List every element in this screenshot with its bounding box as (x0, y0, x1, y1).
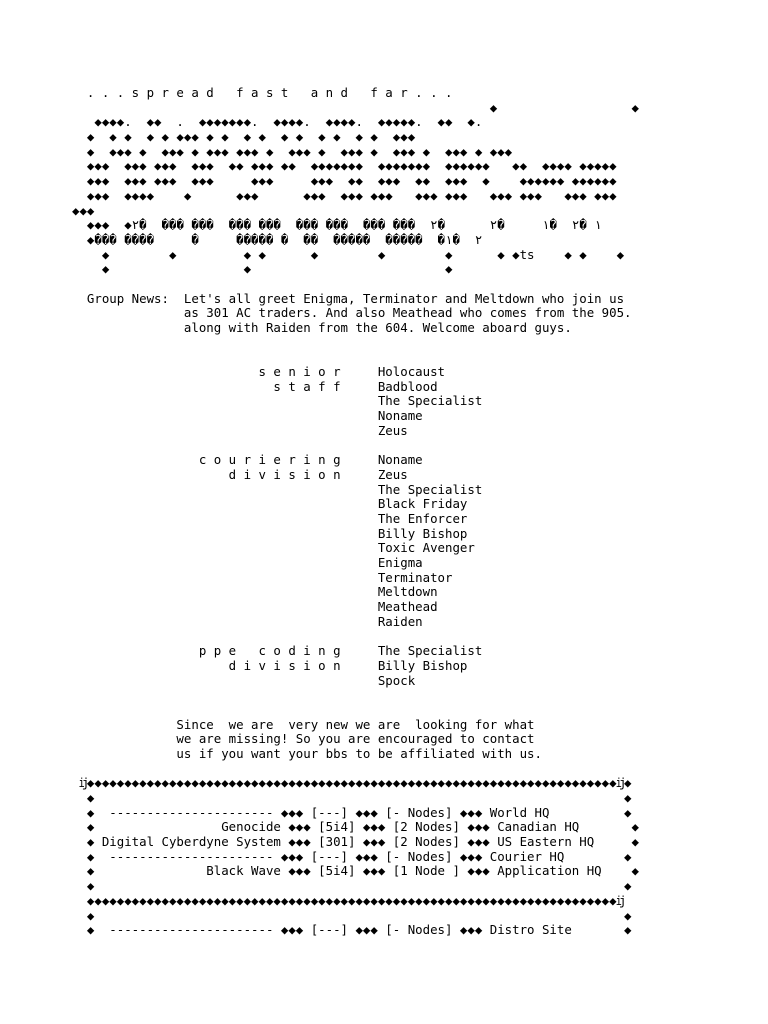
text-line (72, 350, 762, 365)
text-line: ◆◆◆ ◆◆◆ ◆◆◆ ◆◆◆ ◆◆◆ ◆◆◆ ◆◆ ◆◆◆ ◆◆ ◆◆◆ ◆ ◆◆◆◆◆◆ ◆◆◆◆◆◆ (72, 173, 617, 189)
text-line: Billy Bishop (72, 525, 468, 541)
text-line: ◆ ◆ (72, 99, 639, 115)
text-line: ◆��� ���� � ����� � �� ����� ����� �٢ �١ (72, 231, 483, 247)
text-line: ◆ Digital Cyberdyne System ◆◆◆ [301] ◆◆◆ [2 Nodes] ◆◆◆ US Eastern HQ ◆ (72, 834, 639, 850)
text-line: Terminator (72, 569, 453, 585)
text-line: ◆◆◆◆◆◆◆◆◆◆◆◆◆◆◆◆◆◆◆◆◆◆◆◆◆◆◆◆◆◆◆◆◆◆◆◆◆◆◆◆◆◆◆◆◆◆◆◆◆◆◆◆◆◆◆◆◆◆◆◆◆◆◆◆◆◆◆◆◆◆◆ĳ (72, 892, 625, 908)
text-line: as 301 AC traders. And also Meathead who comes from the 905. (72, 305, 632, 321)
text-line (72, 762, 762, 777)
text-line (72, 688, 762, 703)
text-line: Meathead (72, 599, 438, 615)
text-line: ◆ ---------------------- ◆◆◆ [---] ◆◆◆ [- Nodes] ◆◆◆ Courier HQ ◆ (72, 848, 632, 864)
text-line: p p e c o d i n g The Specialist (72, 643, 483, 659)
text-line: The Specialist (72, 481, 483, 497)
text-line: Since we are very new we are looking for what (72, 716, 535, 732)
text-line: ◆ ◆ ◆ ◆ ◆ ◆◆◆ ◆ ◆ ◆ ◆ ◆ ◆ ◆ ◆ ◆ ◆ ◆◆◆ (72, 129, 416, 145)
text-line: d i v i s i o n Billy Bishop (72, 657, 468, 673)
text-line: Spock (72, 672, 416, 688)
text-line: Enigma (72, 555, 423, 570)
text-line: s t a f f Badblood (72, 378, 438, 394)
text-line: Meltdown (72, 584, 438, 600)
text-line: c o u r i e r i n g Noname (72, 452, 423, 468)
text-line: along with Raiden from the 604. Welcome aboard guys. (72, 320, 572, 335)
text-line: Raiden (72, 613, 423, 629)
text-line: ĳ◆◆◆◆◆◆◆◆◆◆◆◆◆◆◆◆◆◆◆◆◆◆◆◆◆◆◆◆◆◆◆◆◆◆◆◆◆◆◆◆◆◆◆◆◆◆◆◆◆◆◆◆◆◆◆◆◆◆◆◆◆◆◆◆◆◆◆◆◆◆◆ĳ◆ (72, 775, 632, 791)
text-line: ◆ ---------------------- ◆◆◆ [---] ◆◆◆ [- Nodes] ◆◆◆ Distro Site ◆ (72, 922, 632, 938)
text-line (72, 336, 762, 351)
text-line: ◆ ◆ ◆ ◆ ◆ ◆ ◆ ◆ ◆ts ◆ ◆ ◆ (72, 246, 625, 262)
text-line: ◆ ◆ (72, 907, 632, 923)
text-line: . . . s p r e a d f a s t a n d f a r . . . (72, 85, 453, 100)
text-line (72, 439, 762, 454)
text-line: ◆ Genocide ◆◆◆ [5i4] ◆◆◆ [2 Nodes] ◆◆◆ Canadian HQ ◆ (72, 819, 639, 835)
text-line: ◆ ---------------------- ◆◆◆ [---] ◆◆◆ [- Nodes] ◆◆◆ World HQ ◆ (72, 804, 632, 820)
text-line: d i v i s i o n Zeus (72, 466, 408, 482)
text-line: ◆◆◆◆. ◆◆ . ◆◆◆◆◆◆◆. ◆◆◆◆. ◆◆◆◆. ◆◆◆◆◆. ◆◆ ◆. (72, 114, 483, 130)
text-line: ◆ ◆ (72, 790, 632, 805)
text-line: Zeus (72, 422, 408, 438)
text-line: Noname (72, 408, 423, 424)
text-line: ◆◆◆ ◆◆◆◆ ◆ ◆◆◆ ◆◆◆ ◆◆◆ ◆◆◆ ◆◆◆ ◆◆◆ ◆◆◆ ◆◆◆ ◆◆◆ ◆◆◆ (72, 187, 617, 203)
text-line (72, 277, 762, 292)
text-line: ◆◆◆ ◆◆◆ ◆◆◆ ◆◆◆ ◆◆ ◆◆◆ ◆◆ ◆◆◆◆◆◆◆ ◆◆◆◆◆◆◆ ◆◆◆◆◆◆ ◆◆ ◆◆◆◆ ◆◆◆◆◆ (72, 158, 617, 174)
text-line: ◆◆◆ ◆١ �٢ �١ �٢ �٢ ��� ��� ��� ��� ��� ��� ��� ��� �٢ (72, 217, 602, 233)
text-line: ◆◆◆ (72, 202, 95, 218)
text-line (72, 629, 762, 644)
text-line: ◆ ◆ ◆ (72, 261, 453, 277)
text-line: The Enforcer (72, 510, 468, 526)
text-line (72, 703, 762, 718)
text-line: us if you want your bbs to be affiliated with us. (72, 745, 542, 761)
text-line: Group News: Let's all greet Enigma, Terminator and Meltdown who join us (72, 290, 625, 306)
text-line: Black Friday (72, 496, 468, 512)
text-line: ◆ ◆ (72, 878, 632, 894)
text-line: we are missing! So you are encouraged to contact (72, 731, 535, 747)
text-line: ◆ ◆◆◆ ◆ ◆◆◆ ◆ ◆◆◆ ◆◆◆ ◆ ◆◆◆ ◆ ◆◆◆ ◆ ◆◆◆ ◆ ◆◆◆ ◆ ◆◆◆ (72, 143, 513, 159)
text-document (72, 86, 762, 938)
text-line: s e n i o r Holocaust (72, 364, 445, 380)
text-line: ◆ Black Wave ◆◆◆ [5i4] ◆◆◆ [1 Node ] ◆◆◆ Application HQ ◆ (72, 863, 639, 879)
text-line: The Specialist (72, 393, 483, 409)
text-line: Toxic Avenger (72, 540, 475, 556)
